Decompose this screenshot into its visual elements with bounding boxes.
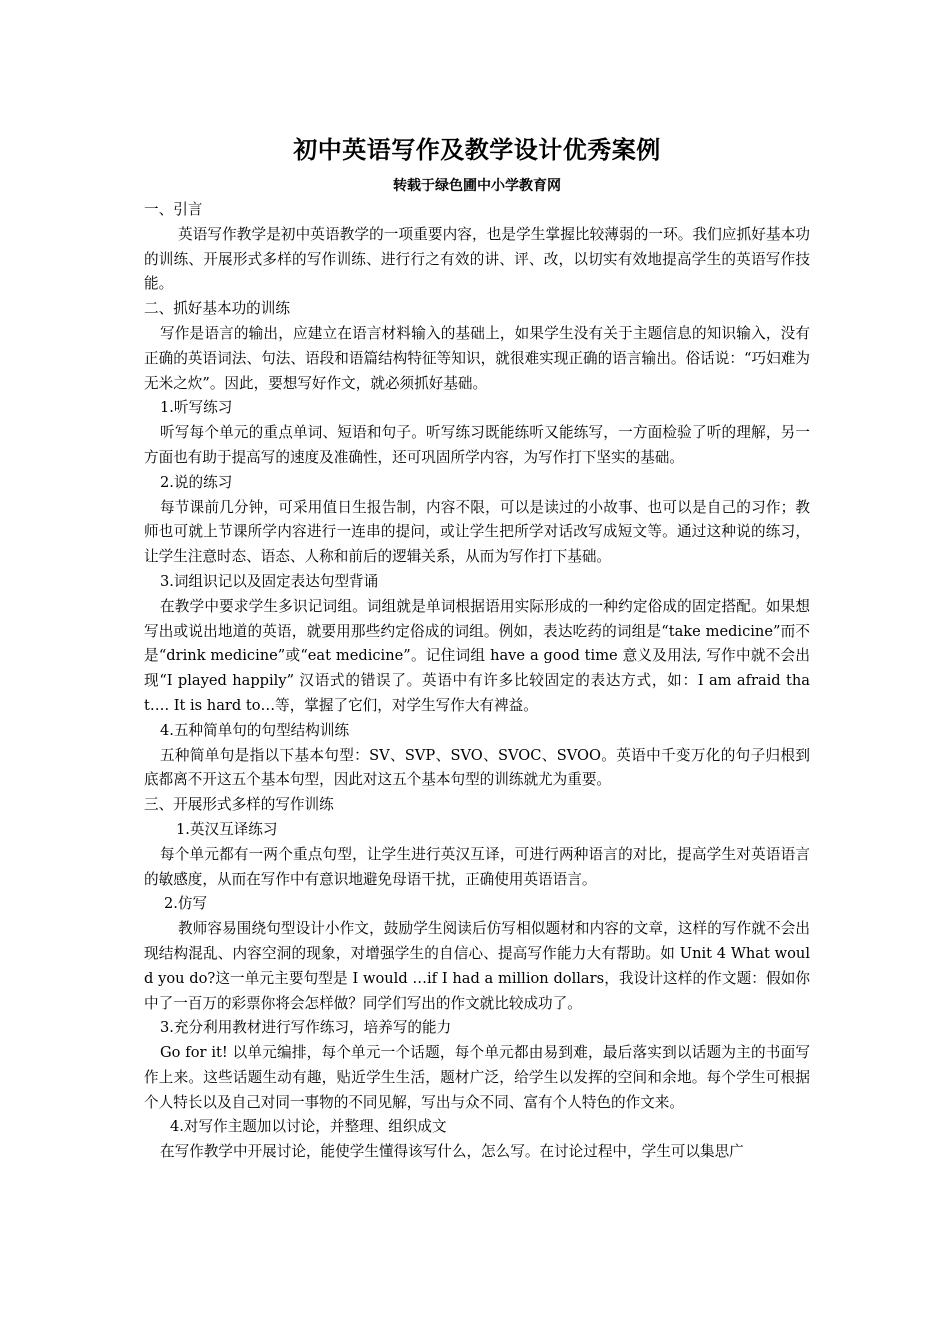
paragraph: Go for it! 以单元编排，每个单元一个话题，每个单元都由易到难，最后落实到以话题为主的书面写作上来。这些话题生动有趣，贴近学生生活，题材广泛，给学生以发挥的空间和余地。每个学生可根据个人特长以及自己对同一事物的不同见解，写出与众不同、富有个人特色的作文来。 bbox=[144, 1044, 810, 1111]
paragraph: 英语写作教学是初中英语教学的一项重要内容，也是学生掌握比较薄弱的一环。我们应抓好基本功的训练、开展形式多样的写作训练、进行行之有效的讲、评、改，以切实有效地提高学生的英语写作技能。 bbox=[144, 225, 810, 293]
subsection-heading: 3.充分利用教材进行写作练习，培养写的能力 bbox=[160, 1019, 452, 1037]
paragraph: 教师容易围绕句型设计小作文，鼓励学生阅读后仿写相似题材和内容的文章，这样的写作就不会出现结构混乱、内容空洞的现象，对增强学生的自信心、提高写作能力大有帮助。如 Unit 4 What would you do?这一单元主要句型是 I would …if I had a million dollars，我设计这样的作文题：假如你中了一百万的彩票你将会怎样做？同学们写出的作文就比较成功了。 bbox=[144, 920, 810, 1012]
paragraph: 每个单元都有一两个重点句型，让学生进行英汉互译，可进行两种语言的对比，提高学生对英语语言的敏感度，从而在写作中有意识地避免母语干扰，正确使用英语语言。 bbox=[144, 845, 810, 888]
paragraph: 五种简单句是指以下基本句型：SV、SVP、SVO、SVOC、SVOO。英语中千变万化的句子归根到底都离不开这五个基本句型，因此对这五个基本句型的训练就尤为重要。 bbox=[144, 746, 810, 789]
document-title: 初中英语写作及教学设计优秀案例 bbox=[293, 135, 661, 164]
subsection-heading: 4.五种简单句的句型结构训练 bbox=[160, 721, 350, 739]
section-heading: 二、抓好基本功的训练 bbox=[144, 300, 290, 318]
section-heading: 一、引言 bbox=[144, 201, 203, 218]
document-source: 转载于绿色圃中小学教育网 bbox=[393, 178, 561, 194]
subsection-heading: 4.对写作主题加以讨论，并整理、组织成文 bbox=[170, 1118, 447, 1136]
subsection-heading: 1.听写练习 bbox=[160, 399, 233, 417]
section-heading: 三、开展形式多样的写作训练 bbox=[144, 796, 334, 814]
document-body bbox=[144, 132, 810, 1165]
paragraph: 写作是语言的输出，应建立在语言材料输入的基础上，如果学生没有关于主题信息的知识输入，没有正确的英语词法、句法、语段和语篇结构特征等知识，就很难实现正确的语言输出。俗话说：“巧妇难为无米之炊”。因此，要想写好作文，就必须抓好基础。 bbox=[144, 324, 810, 392]
subsection-heading: 2.说的练习 bbox=[160, 473, 233, 491]
subsection-heading: 1.英汉互译练习 bbox=[176, 820, 278, 838]
paragraph: 听写每个单元的重点单词、短语和句子。听写练习既能练听又能练写，一方面检验了听的理解，另一方面也有助于提高写的速度及准确性，还可巩固所学内容，为写作打下坚实的基础。 bbox=[144, 424, 810, 466]
subsection-heading: 3.词组识记以及固定表达句型背诵 bbox=[160, 572, 379, 590]
paragraph: 在写作教学中开展讨论，能使学生懂得该写什么，怎么写。在讨论过程中，学生可以集思广 bbox=[160, 1143, 744, 1161]
subsection-heading: 2.仿写 bbox=[164, 895, 208, 913]
paragraph: 每节课前几分钟，可采用值日生报告制，内容不限，可以是读过的小故事、也可以是自己的习作；教师也可就上节课所学内容进行一连串的提问，或让学生把所学对话改写成短文等。通过这种说的练习，让学生注意时态、语态、人称和前后的逻辑关系，从而为写作打下基础。 bbox=[144, 498, 810, 566]
paragraph: 在教学中要求学生多识记词组。词组就是单词根据语用实际形成的一种约定俗成的固定搭配。如果想写出或说出地道的英语，就要用那些约定俗成的词组。例如，表达吃药的词组是“take medicine”而不是“drink medicine”或“eat medicine”。记住词组 have a good time 意义及用法, 写作中就不会出现“I played happily” 汉语式的错误了。英语中有许多比较固定的表达方式，如：I am afraid that…. It is hard to…等，掌握了它们，对学生写作大有裨益。 bbox=[144, 597, 810, 714]
